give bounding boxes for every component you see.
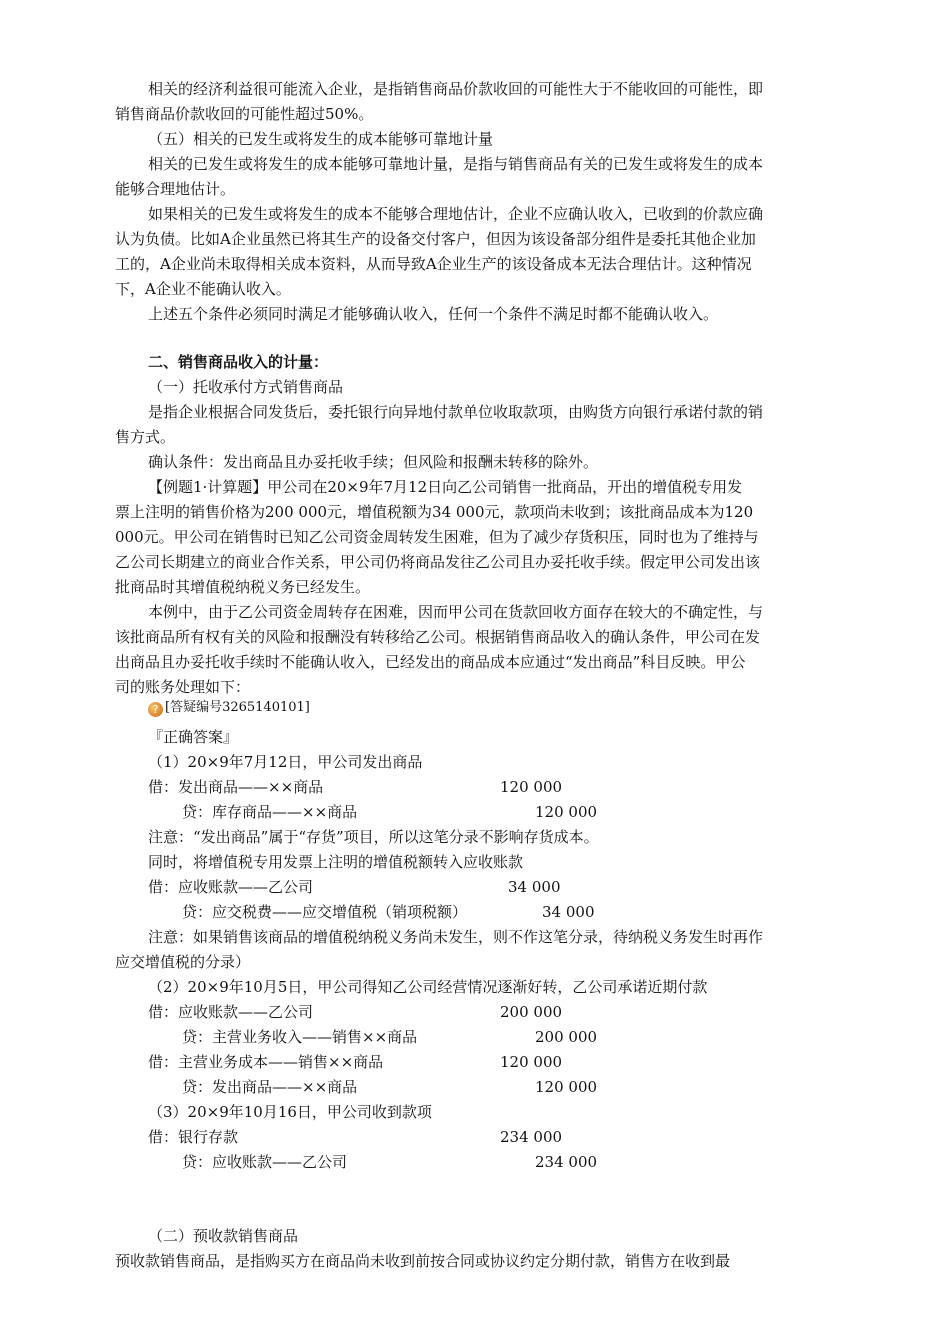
text-line: 应交增值税的分录） [115, 953, 251, 971]
text-line: 二、销售商品收入的计量： [148, 353, 329, 371]
text-line: （五）相关的已发生或将发生的成本能够可靠地计量 [148, 130, 494, 148]
text-line: （二）预收款销售商品 [148, 1227, 299, 1245]
text-line: 注意：如果销售该商品的增值税纳税义务尚未发生，则不作这笔分录，待纳税义务发生时再作 [148, 928, 764, 946]
text-line: 同时，将增值税专用发票上注明的增值税额转入应收账款 [148, 853, 524, 871]
text-line: 乙公司长期建立的商业合作关系，甲公司仍将商品发往乙公司且办妥托收手续。假定甲公司发出该 [115, 553, 761, 571]
text-line: （一）托收承付方式销售商品 [148, 378, 344, 396]
entry-amount: 120 000 [535, 1078, 598, 1096]
text-line: 工的，A企业尚未取得相关成本资料，从而导致A企业生产的该设备成本无法合理估计。这种情况 [115, 255, 752, 273]
text-line: 借：应收账款——乙公司 [148, 878, 314, 896]
qa-reference-text: [答疑编号3265140101] [165, 700, 310, 715]
text-line: 相关的经济利益很可能流入企业，是指销售商品价款收回的可能性大于不能收回的可能性，即 [148, 80, 764, 98]
entry-amount: 120 000 [500, 1053, 563, 1071]
entry-amount: 234 000 [500, 1128, 563, 1146]
text-line: 本例中，由于乙公司资金周转存在困难，因而甲公司在货款回收方面存在较大的不确定性，与 [148, 603, 764, 621]
text-line: 000元。甲公司在销售时已知乙公司资金周转发生困难，但为了减少存货积压，同时也为了维持与 [115, 528, 759, 546]
text-line: 贷：应收账款——乙公司 [182, 1153, 348, 1171]
text-line: 批商品时其增值税纳税义务已经发生。 [115, 578, 371, 596]
text-line: 是指企业根据合同发货后，委托银行向异地付款单位收取款项，由购货方向银行承诺付款的销 [148, 403, 764, 421]
text-line: 票上注明的销售价格为200 000元，增值税额为34 000元，款项尚未收到；该批商品成本为120 [115, 503, 754, 521]
text-line: 出商品且办妥托收手续时不能确认收入，已经发出的商品成本应通过“发出商品”科目反映。甲公 [115, 653, 746, 671]
text-line: 下，A企业不能确认收入。 [115, 280, 291, 298]
entry-amount: 120 000 [535, 803, 598, 821]
text-line: 售方式。 [115, 428, 176, 446]
text-line: 贷：发出商品——××商品 [182, 1078, 358, 1096]
text-line: 注意：“发出商品”属于“存货”项目，所以这笔分录不影响存货成本。 [148, 828, 599, 846]
text-line: 相关的已发生或将发生的成本能够可靠地计量，是指与销售商品有关的已发生或将发生的成本 [148, 155, 764, 173]
text-line: 司的账务处理如下： [115, 678, 251, 696]
text-line: 借：发出商品——××商品 [148, 778, 324, 796]
entry-amount: 34 000 [542, 903, 595, 921]
text-line: 销售商品价款收回的可能性超过50%。 [115, 105, 374, 123]
entry-amount: 234 000 [535, 1153, 598, 1171]
text-line: （1）20×9年7月12日，甲公司发出商品 [148, 753, 423, 771]
text-line: 如果相关的已发生或将发生的成本不能够合理地估计，企业不应确认收入，已收到的价款应确 [148, 205, 764, 223]
text-line: 上述五个条件必须同时满足才能够确认收入，任何一个条件不满足时都不能确认收入。 [148, 305, 719, 323]
text-line: 能够合理地估计。 [115, 180, 236, 198]
text-line: 『正确答案』 [148, 728, 239, 746]
text-line: 借：应收账款——乙公司 [148, 1003, 314, 1021]
text-line: 借：银行存款 [148, 1128, 239, 1146]
text-line: 【例题1·计算题】甲公司在20×9年7月12日向乙公司销售一批商品，开出的增值税专用发 [148, 478, 743, 496]
entry-amount: 120 000 [500, 778, 563, 796]
text-line: 贷：应交税费——应交增值税（销项税额） [182, 903, 468, 921]
text-line: （2）20×9年10月5日，甲公司得知乙公司经营情况逐渐好转，乙公司承诺近期付款 [148, 978, 708, 996]
text-line: 该批商品所有权有关的风险和报酬没有转移给乙公司。根据销售商品收入的确认条件，甲公司在发 [115, 628, 761, 646]
text-line: （3）20×9年10月16日，甲公司收到款项 [148, 1103, 432, 1121]
text-line: 确认条件：发出商品且办妥托收手续；但风险和报酬未转移的除外。 [148, 453, 599, 471]
entry-amount: 200 000 [500, 1003, 563, 1021]
qa-reference[interactable] [148, 697, 310, 717]
text-line: 贷：库存商品——××商品 [182, 803, 358, 821]
text-line: 借：主营业务成本——销售××商品 [148, 1053, 384, 1071]
text-line: 预收款销售商品，是指购买方在商品尚未收到前按合同或协议约定分期付款，销售方在收到最 [115, 1252, 731, 1270]
text-line: 贷：主营业务收入——销售××商品 [182, 1028, 418, 1046]
text-line: 认为负债。比如A企业虽然已将其生产的设备交付客户，但因为该设备部分组件是委托其他企业加 [115, 230, 756, 248]
question-icon: ? [148, 702, 163, 717]
entry-amount: 200 000 [535, 1028, 598, 1046]
entry-amount: 34 000 [508, 878, 561, 896]
